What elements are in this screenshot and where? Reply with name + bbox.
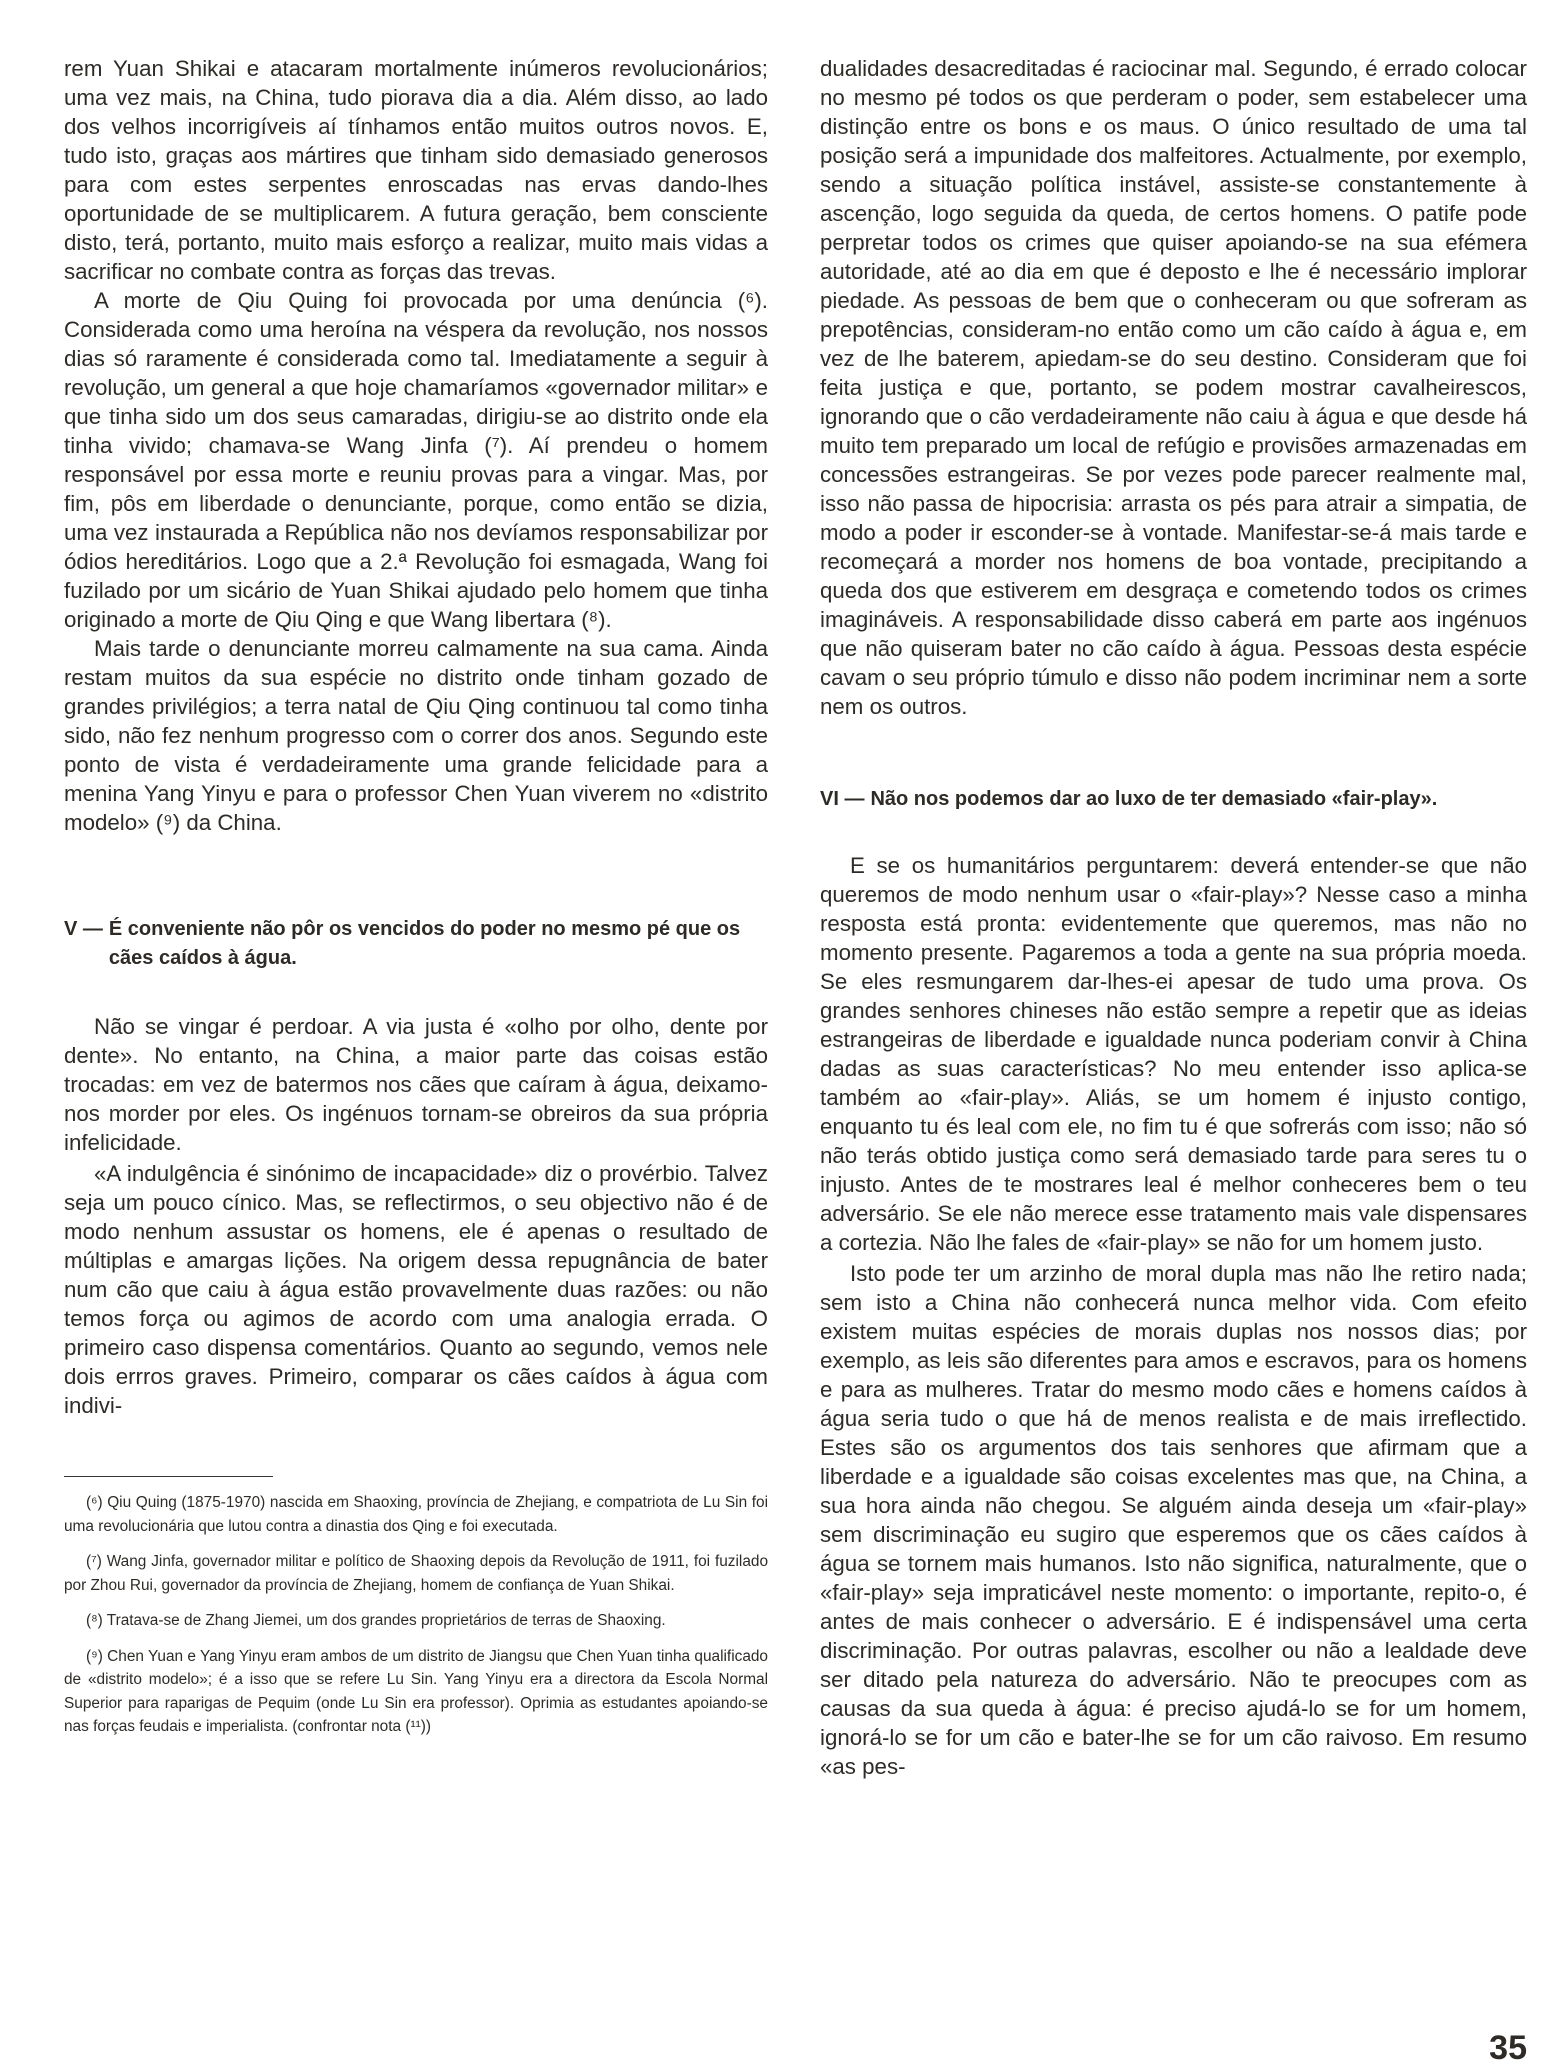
paragraph: Não se vingar é perdoar. A via justa é «olho por olho, dente por dente». No entanto, na China, a maior parte das coisas estão trocadas: em vez de batermos nos cães que caíram à água, deixamo-nos morder por eles. Os ingénuos tornam-se obreiros da sua própria infelicidade.	[64, 1014, 768, 1155]
footnote-7	[64, 1550, 768, 1597]
section-heading-vi	[820, 785, 1527, 814]
paragraph: rem Yuan Shikai e atacaram mortalmente inúmeros revolucionários; uma vez mais, na China, tudo piorava dia a dia. Além disso, ao lado dos velhos incorrigíveis aí tínhamos então muitos outros novos. E, tudo isto, graças aos mártires que tinham sido demasiado generosos para com estes serpentes enroscadas nas ervas dando-lhes oportunidade de se multiplicarem. A futura geração, bem consciente disto, terá, portanto, muito mais esforço a realizar, muito mais vidas a sacrificar no combate contra as forças das trevas.	[64, 56, 768, 284]
paragraph: E se os humanitários perguntarem: deverá entender-se que não queremos de modo nenhum usar o «fair-play»? Nesse caso a minha resposta está pronta: evidentemente que queremos, mas não no momento presente. Pagaremos a toda a gente na sua própria moeda. Se eles resmungarem dar-lhes-ei apesar de tudo uma prova. Os grandes senhores chineses não estão sempre a repetir que as ideias estrangeiras de liberdade e igualdade nunca poderiam convir à China dadas as suas características? No meu entender isso aplica-se também ao «fair-play». Aliás, se um homem é injusto contigo, enquanto tu és leal com ele, no fim tu é que sofrerás com isso; não só não terás obtido justiça como será demasiado tarde para seres tu o injusto. Antes de te mostrares leal é melhor conheceres bem o teu adversário. Se ele não merece esse tratamento mais vale dispensares a cortezia. Não lhe fales de «fair-play» se não for um homem justo.	[820, 853, 1527, 1255]
footnote-9	[64, 1645, 768, 1739]
section-title: Não nos podemos dar ao luxo de ter demasiado «fair-play».	[870, 788, 1438, 810]
footnote-rule	[64, 1476, 273, 1477]
section-number: V —	[64, 918, 103, 940]
footnote-text: Wang Jinfa, governador militar e político de Shaoxing depois da Revolução de 1911, foi fuzilado por Zhou Rui, governador da província de Zhejiang, homem de confiança de Yuan Shikai.	[64, 1553, 768, 1594]
footnote-text: Qiu Quing (1875-1970) nascida em Shaoxing, província de Zhejiang, e compatriota de Lu Sin foi uma revolucionária que lutou contra a dinastia dos Qing e foi executada.	[64, 1494, 768, 1535]
paragraph: «A indulgência é sinónimo de incapacidade» diz o provérbio. Talvez seja um pouco cínico. Mas, se reflectirmos, o seu objectivo não é de modo nenhum assustar os homens, ele é apenas o resultado de múltiplas e amargas lições. Na origem dessa repugnância de bater num cão que caiu à água estão provavelmente duas razões: ou não temos força ou agimos de acordo com uma analogia errada. O primeiro caso dispensa comentários. Quanto ao segundo, vemos nele dois errros graves. Primeiro, comparar os cães caídos à água com indivi-	[64, 1161, 768, 1418]
footnote-mark: (⁶)	[86, 1494, 103, 1511]
footnote-mark: (⁹)	[86, 1647, 103, 1665]
section-heading-v	[64, 915, 768, 973]
footnote-text: Chen Yuan e Yang Yinyu eram ambos de um distrito de Jiangsu que Chen Yuan tinha qualificado de «distrito modelo»; é a isso que se refere Lu Sin. Yang Yinyu era a directora da Escola Normal Superior para raparigas de Pequim (onde Lu Sin era professor). Oprimia as estudantes apoiando-se nas forças feudais e imperialista. (confrontar nota (¹¹))	[64, 1647, 768, 1735]
paragraph: dualidades desacreditadas é raciocinar mal. Segundo, é errado colocar no mesmo pé todos os que perderam o poder, sem estabelecer uma distinção entre os bons e os maus. O único resultado de uma tal posição será a impunidade dos malfeitores. Actualmente, por exemplo, sendo a situação política instável, assiste-se constantemente à ascenção, logo seguida da queda, de certos homens. O patife pode perpretar todos os crimes que quiser apoiando-se na sua efémera autoridade, até ao dia em que é deposto e lhe é necessário implorar piedade. As pessoas de bem que o conheceram ou que sofreram as prepotências, consideram-no então como um cão caído à água e, em vez de lhe baterem, apiedam-se do seu destino. Consideram que foi feita justiça e que, portanto, se podem mostrar cavalheirescos, ignorando que o cão verdadeiramente não caiu à água e que desde há muito tem preparado um local de refúgio e provisões armazenadas em concessões estrangeiras. Se por vezes pode parecer realmente mal, isso não passa de hipocrisia: arrasta os pés para atrair a simpatia, de modo a poder ir esconder-se à vontade. Manifestar-se-á mais tarde e recomeçará a morder nos homens de boa vontade, precipitando a queda dos que estiverem em desgraça e cometendo todos os crimes imagináveis. A responsabilidade disso caberá em parte aos ingénuos que não quiseram bater no cão caído à água. Pessoas desta espécie cavam o seu próprio túmulo e disso não podem incriminar nem a sorte nem os outros.	[820, 56, 1527, 719]
paragraph: A morte de Qiu Quing foi provocada por uma denúncia (⁶). Considerada como uma heroína na véspera da revolução, nos nossos dias só raramente é considerada como tal. Imediatamente a seguir à revolução, um general a que hoje chamaríamos «governador militar» e que tinha sido um dos seus camaradas, dirigiu-se ao distrito onde ela tinha vivido; chamava-se Wang Jinfa (⁷). Aí prendeu o homem responsável por essa morte e reuniu provas para a vingar. Mas, por fim, pôs em liberdade o denunciante, porque, como então se dizia, uma vez instaurada a República não nos devíamos responsabilizar por ódios hereditários. Logo que a 2.ª Revolução foi esmagada, Wang foi fuzilado por um sicário de Yuan Shikai ajudado pelo homem que tinha originado a morte de Qiu Qing e que Wang libertara (⁸).	[64, 288, 768, 632]
footnote-8	[64, 1609, 768, 1633]
page-number: 35	[1489, 2029, 1527, 2067]
left-column	[64, 54, 768, 1751]
right-column	[820, 54, 1527, 1781]
footnote-6	[64, 1491, 768, 1538]
footnote-mark: (⁸)	[86, 1612, 103, 1629]
section-title: É conveniente não pôr os vencidos do poder no mesmo pé que os cães caídos à água.	[108, 918, 741, 969]
footnote-text: Tratava-se de Zhang Jiemei, um dos grandes proprietários de terras de Shaoxing.	[106, 1612, 666, 1629]
footnote-mark: (⁷)	[86, 1553, 102, 1570]
paragraph: Isto pode ter um arzinho de moral dupla mas não lhe retiro nada; sem isto a China não conhecerá nunca melhor vida. Com efeito existem muitas espécies de morais duplas nos nossos dias; por exemplo, as leis são diferentes para amos e escravos, para os homens e para as mulheres. Tratar do mesmo modo cães e homens caídos à água seria tudo o que há de menos realista e de mais irreflectido. Estes são os argumentos dos tais senhores que afirmam que a liberdade e a igualdade são coisas excelentes mas que, na China, a sua hora ainda não chegou. Se alguém ainda deseja um «fair-play» sem discriminação eu sugiro que esperemos que os cães caídos à água se tornem mais humanos. Isto não significa, naturalmente, que o «fair-play» seja impraticável neste momento: o importante, repito-o, é antes de mais conhecer o adversário. E é indispensável uma certa discriminação. Por outras palavras, escolher ou não a lealdade deve ser ditado pela natureza do adversário. Não te preocupes com as causas da sua queda à água: é preciso ajudá-lo se for um homem, ignorá-lo se for um cão e bater-lhe se for um cão raivoso. Em resumo «as pes-	[820, 1261, 1527, 1779]
section-number: VI —	[820, 788, 865, 810]
paragraph: Mais tarde o denunciante morreu calmamente na sua cama. Ainda restam muitos da sua espécie no distrito onde tinham gozado de grandes privilégios; a terra natal de Qiu Qing continuou tal como tinha sido, não fez nenhum progresso com o correr dos anos. Segundo este ponto de vista é verdadeiramente uma grande felicidade para a menina Yang Yinyu e para o professor Chen Yuan viverem no «distrito modelo» (⁹) da China.	[64, 636, 768, 835]
